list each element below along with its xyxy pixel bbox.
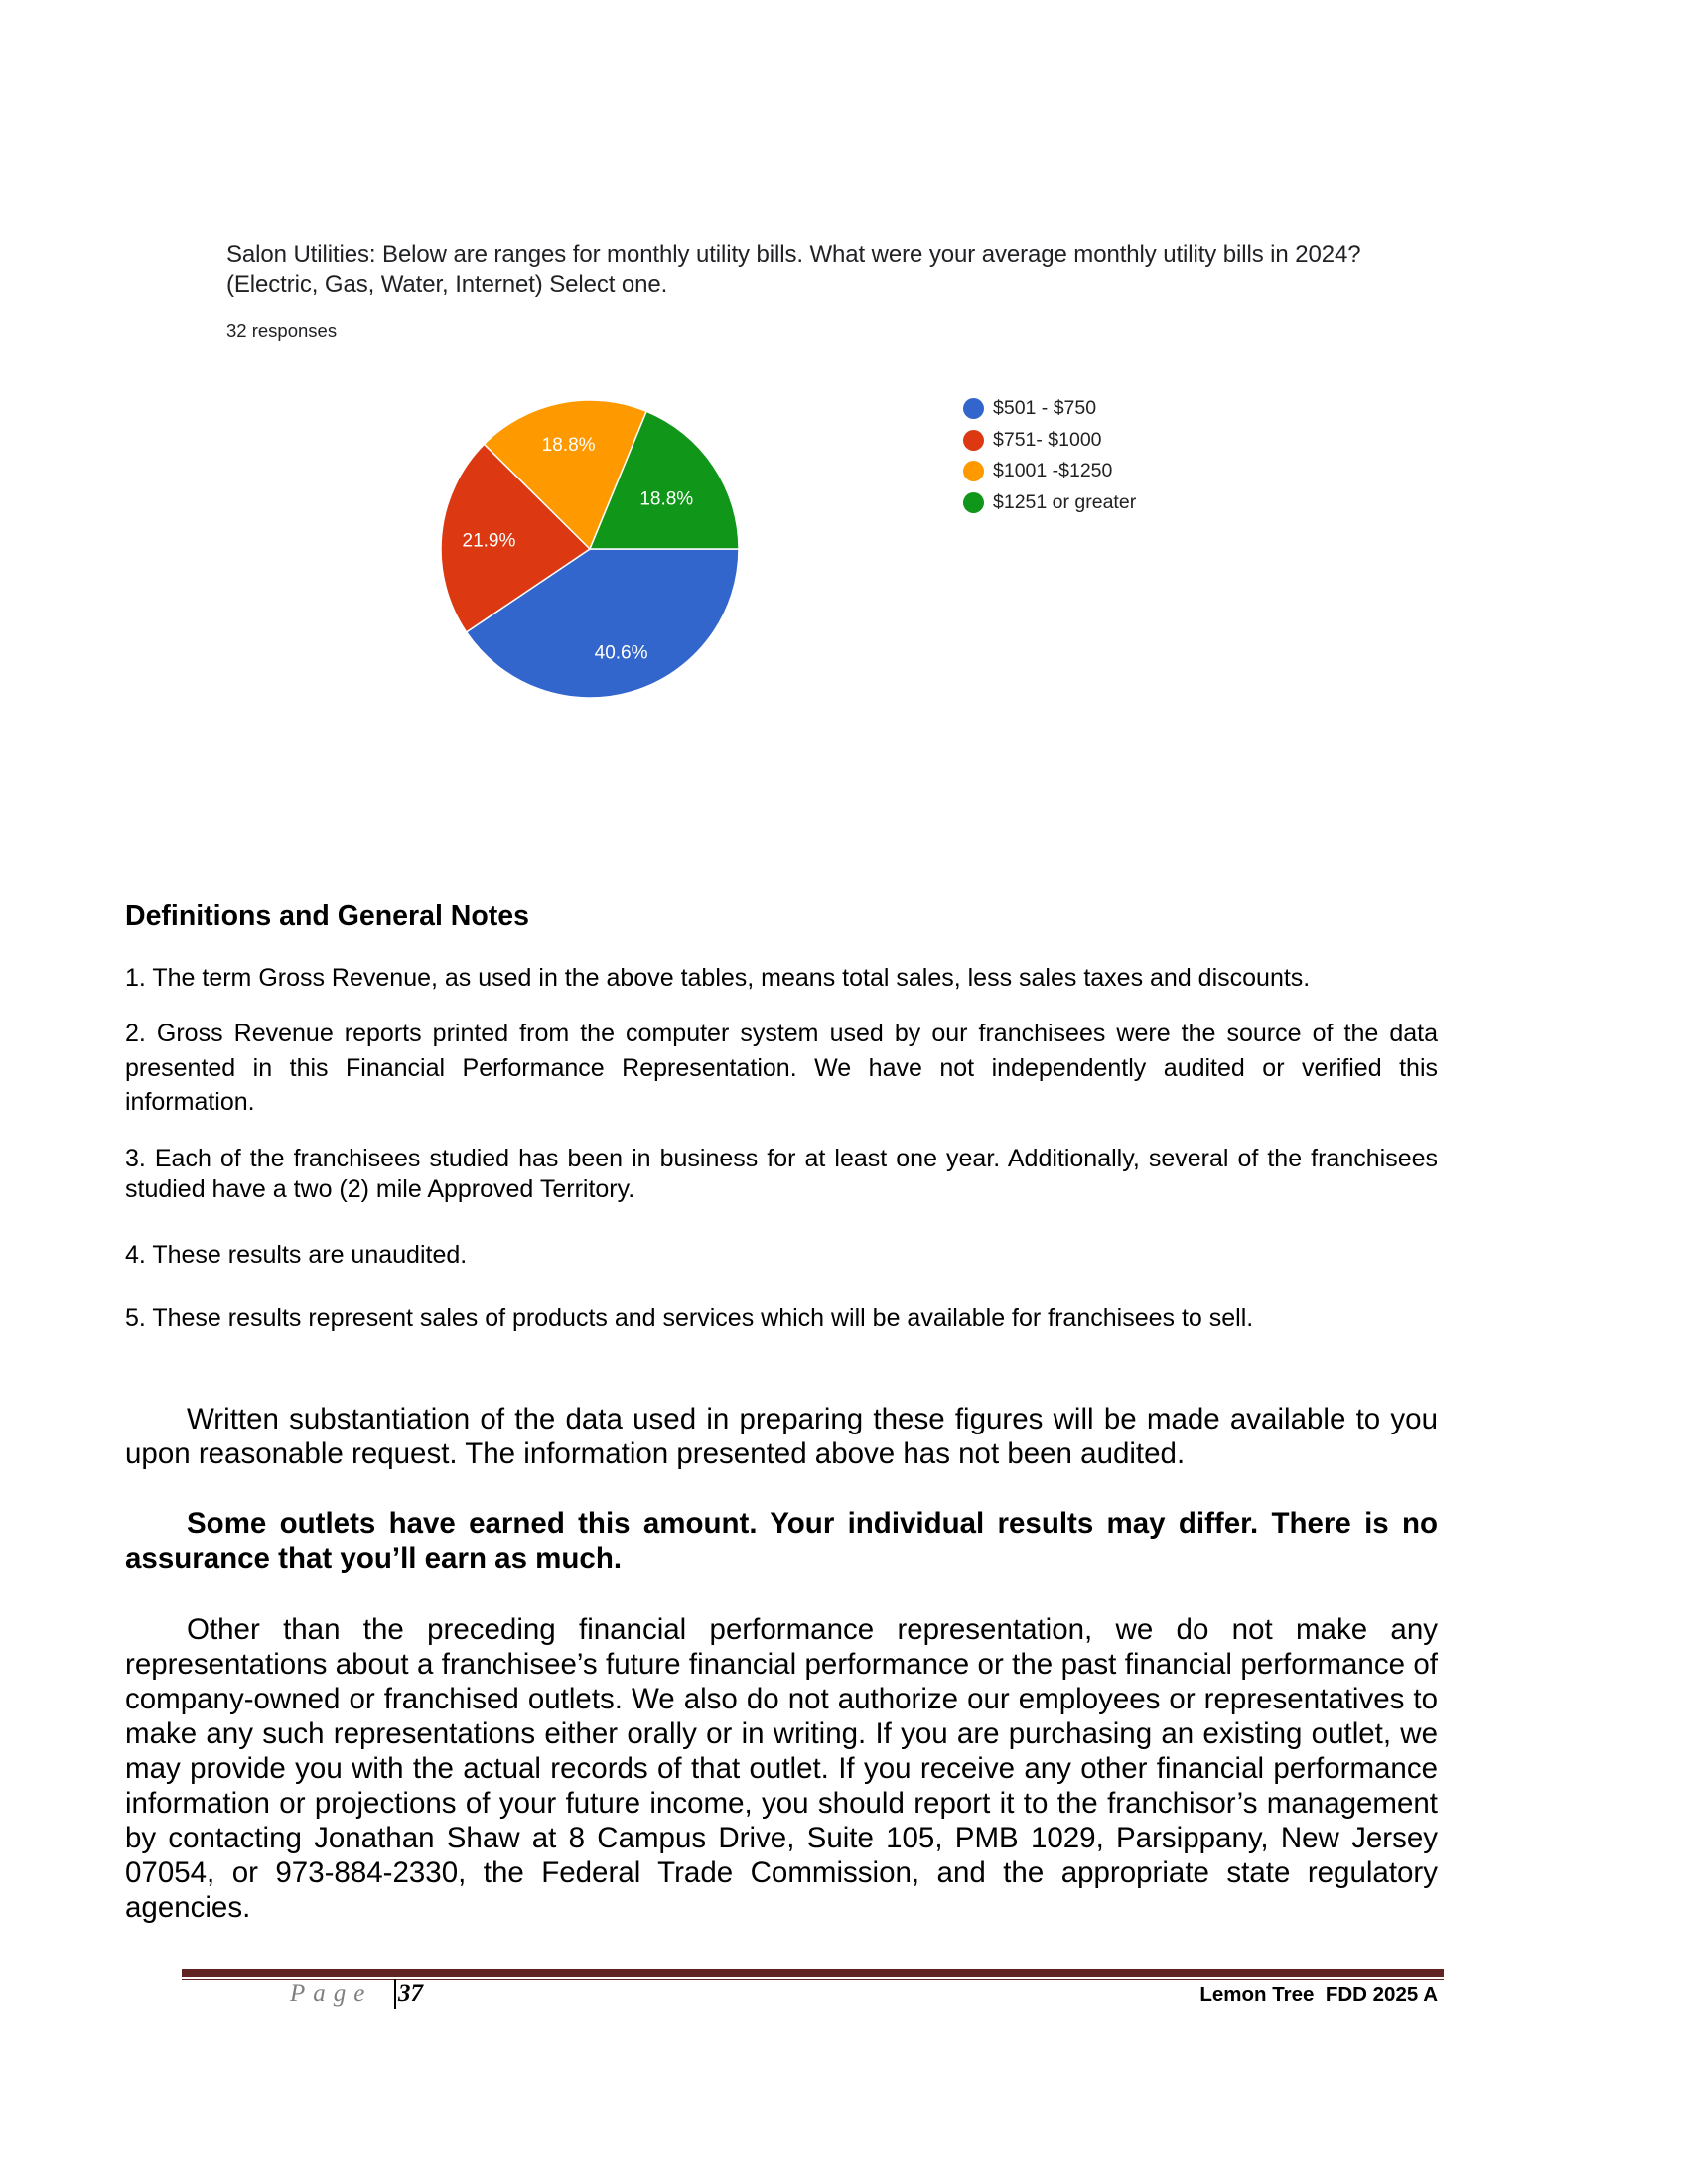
footer-page-word: Page [290,1980,373,2007]
legend-label: $751- $1000 [993,428,1102,451]
chart-legend [963,393,1136,518]
pie-slice-label: 18.8% [639,488,694,510]
legend-dot-icon [963,461,984,481]
legend-item [963,456,1136,487]
footer-rule-thick [182,1969,1444,1977]
pie-slice-label: 40.6% [594,642,648,664]
chart-question-title: Salon Utilities: Below are ranges for monthly utility bills. What were your average monthly utility bills in 2024? (Electric, Gas, Water, Internet) Select one. [226,241,1361,298]
legend-dot-icon [963,492,984,513]
pie-chart [0,0,1688,794]
legend-item [963,487,1136,519]
section-heading: Definitions and General Notes [125,900,529,932]
footer-separator [394,1979,396,2009]
note-item-4: 4. These results are unaudited. [125,1241,468,1269]
note-item-2: 2. Gross Revenue reports printed from the computer system used by our franchisees were the source of the data presented in this Financial Performance Representation. We have not independently audited or verified this information. [125,1020,1438,1116]
footer-document-label: Lemon Tree FDD 2025 A [1199,1983,1438,2006]
legend-item [963,425,1136,457]
footer-page-number: 37 [398,1980,423,2007]
legend-item [963,393,1136,425]
disclaimer-paragraph: Some outlets have earned this amount. Your individual results may differ. There is no assurance that you’ll earn as much. [125,1507,1438,1574]
legend-dot-icon [963,398,984,419]
substantiation-paragraph: Written substantiation of the data used in preparing these figures will be made available to you upon reasonable request. The information presented above has not been audited. [125,1403,1438,1470]
note-item-1: 1. The term Gross Revenue, as used in the above tables, means total sales, less sales taxes and discounts. [125,964,1311,992]
legend-label: $501 - $750 [993,397,1097,420]
pie-slice-label: 21.9% [462,530,516,552]
chart-response-count: 32 responses [226,320,338,341]
note-item-3: 3. Each of the franchisees studied has been in business for at least one year. Additionally, several of the franchisees studied have a two (2) mile Approved Territory. [125,1145,1438,1203]
legend-label: $1001 -$1250 [993,460,1113,482]
pie-slice-label: 18.8% [541,435,596,457]
note-item-5: 5. These results represent sales of products and services which will be available for franchisees to sell. [125,1304,1254,1332]
other-than-paragraph: Other than the preceding financial performance representation, we do not make any representations about a franchisee’s future financial performance or the past financial performance of company-owned or franchised outlets. We also do not authorize our employees or representatives to make any such representations either orally or in writing. If you are purchasing an existing outlet, we may provide you with the actual records of that outlet. If you receive any other financial performance information or projections of your future income, you should report it to the franchisor’s management by contacting Jonathan Shaw at 8 Campus Drive, Suite 105, PMB 1029, Parsippany, New Jersey 07054, or 973-884-2330, the Federal Trade Commission, and the appropriate state regulatory agencies. [125,1613,1438,1924]
legend-dot-icon [963,430,984,451]
legend-label: $1251 or greater [993,490,1137,513]
